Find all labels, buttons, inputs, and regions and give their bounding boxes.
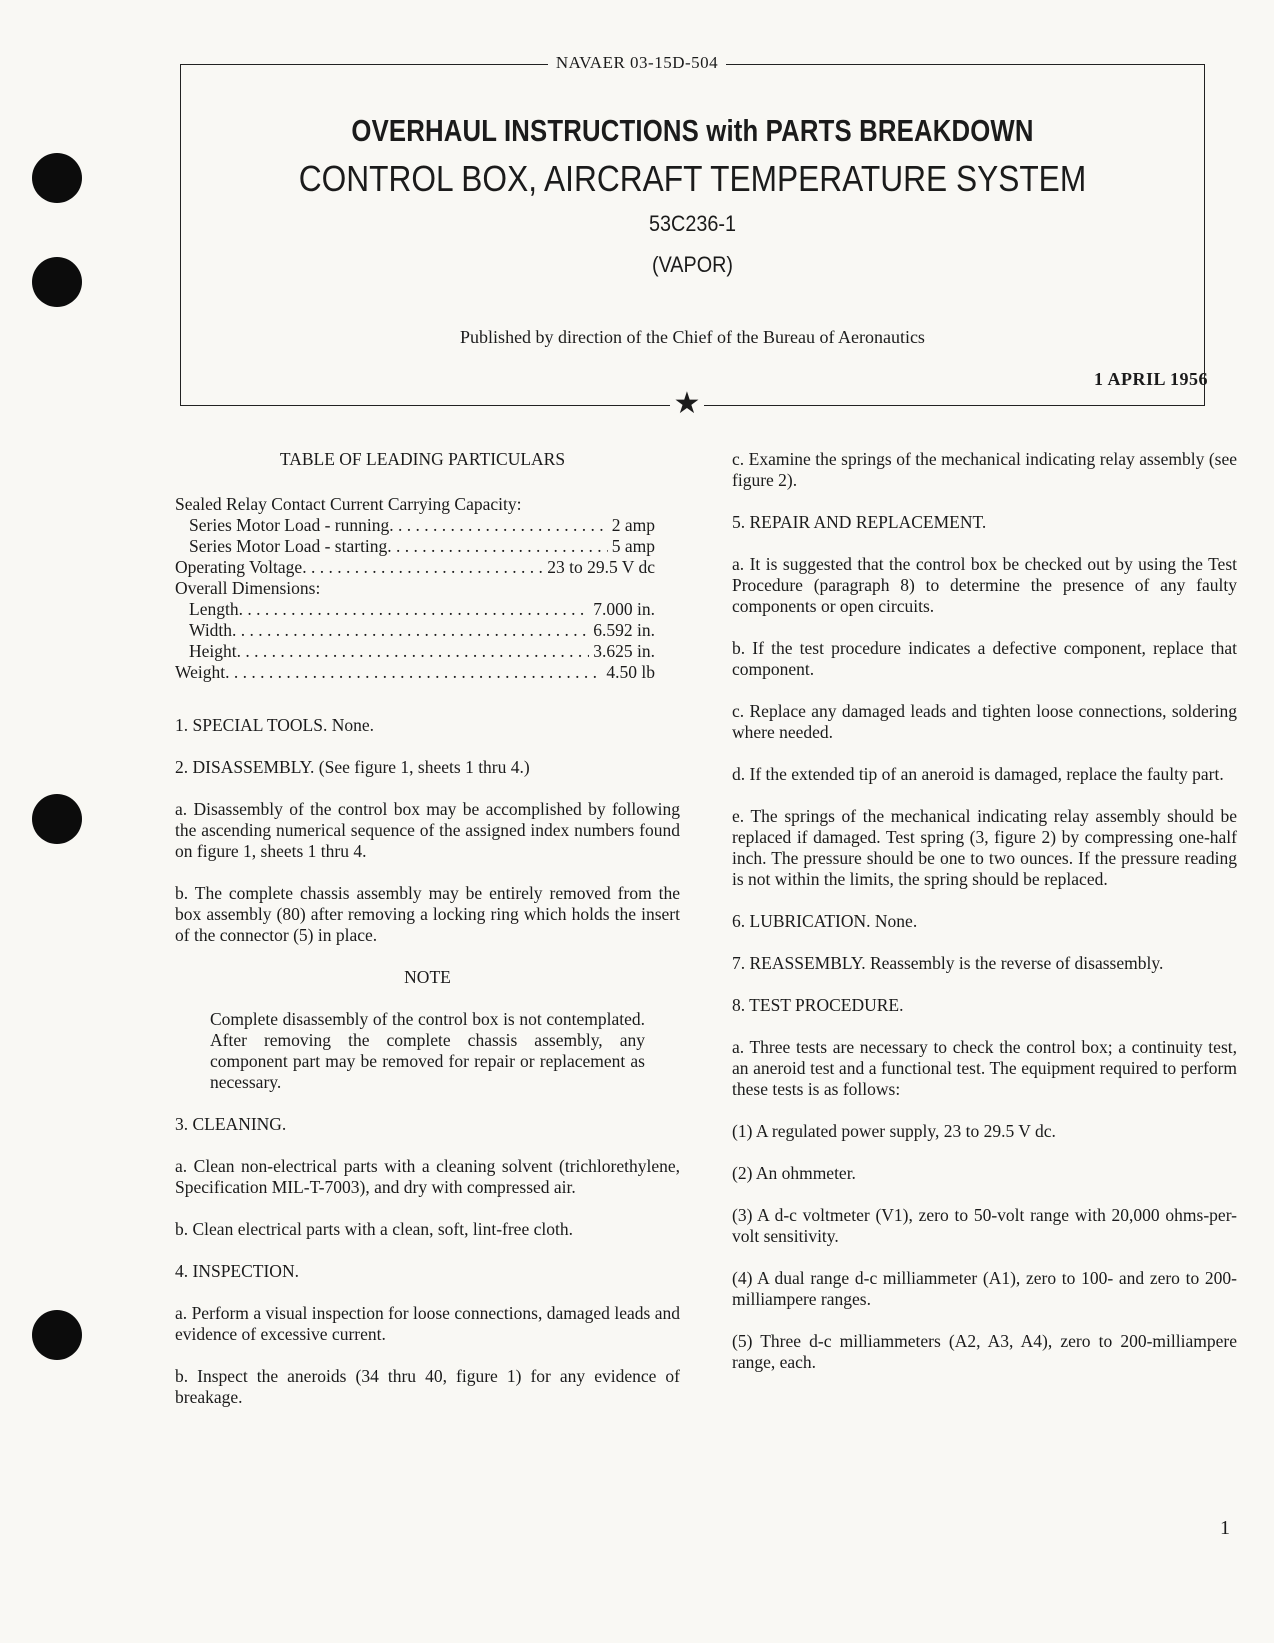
page-number: 1 <box>1220 1517 1230 1539</box>
publication-date: 1 APRIL 1956 <box>1093 369 1208 389</box>
equipment-title: CONTROL BOX, AIRCRAFT TEMPERATURE SYSTEM <box>298 158 1087 199</box>
left-column <box>175 449 680 1408</box>
publication-authority: Published by direction of the Chief of the Bureau of Aeronautics <box>460 327 925 347</box>
leading-particulars-title: TABLE OF LEADING PARTICULARS <box>279 449 566 469</box>
section-cleaning: 3. CLEANING. <box>175 1114 287 1134</box>
list-item: (4) A dual range d-c milliammeter (A1), zero to 100- and zero to 200-milliampere ranges. <box>732 1268 1237 1309</box>
table-row: Sealed Relay Contact Current Carrying Capacity: <box>175 494 522 514</box>
section-special-tools: 1. SPECIAL TOOLS. None. <box>175 715 374 735</box>
star-icon: ★ <box>670 387 704 421</box>
paragraph: b. If the test procedure indicates a defective component, replace that component. <box>732 638 1237 679</box>
section-repair: 5. REPAIR AND REPLACEMENT. <box>732 512 987 532</box>
paragraph: c. Examine the springs of the mechanical indicating relay assembly (see figure 2). <box>732 449 1237 490</box>
table-row: Series Motor Load - starting . . . 5 amp <box>175 536 655 557</box>
manufacturer: (VAPOR) <box>651 252 734 277</box>
binder-hole <box>32 257 82 307</box>
note-text: Complete disassembly of the control box is not contemplated. After removing the complete chassis assembly, any component part may be removed for repair or replacement as necessary. <box>210 1009 645 1092</box>
table-row: Operating Voltage . . . 23 to 29.5 V dc <box>175 557 655 578</box>
list-item: (2) An ohmmeter. <box>732 1163 856 1183</box>
paragraph: b. Clean electrical parts with a clean, soft, lint-free cloth. <box>175 1219 573 1239</box>
list-item: (1) A regulated power supply, 23 to 29.5 V dc. <box>732 1121 1056 1141</box>
document-title: OVERHAUL INSTRUCTIONS with PARTS BREAKDOWN <box>351 113 1034 148</box>
right-column <box>732 449 1237 1373</box>
section-test-procedure: 8. TEST PROCEDURE. <box>732 995 904 1015</box>
paragraph: c. Replace any damaged leads and tighten loose connections, soldering where needed. <box>732 701 1237 742</box>
leading-particulars-table <box>175 494 680 683</box>
paragraph: a. Clean non-electrical parts with a cleaning solvent (trichlorethylene, Specification MIL-T-7003), and dry with compressed air. <box>175 1156 680 1197</box>
note-title: NOTE <box>404 967 451 987</box>
table-row: Length . . . 7.000 in. <box>175 599 655 620</box>
paragraph: e. The springs of the mechanical indicating relay assembly should be replaced if damaged. Test spring (3, figure 2) by compressing one-half inch. The pressure should be one to two ounces. If the pressure reading is not within the limits, the spring should be replaced. <box>732 806 1237 889</box>
paragraph: b. Inspect the aneroids (34 thru 40, figure 1) for any evidence of breakage. <box>175 1366 680 1407</box>
table-row: Weight . . . 4.50 lb <box>175 662 655 683</box>
document-number: NAVAER 03-15D-504 <box>0 53 1274 73</box>
list-item: (5) Three d-c milliammeters (A2, A3, A4), zero to 200-milliampere range, each. <box>732 1331 1237 1372</box>
paragraph: a. It is suggested that the control box be checked out by using the Test Procedure (paragraph 8) to determine the presence of any faulty components or open circuits. <box>732 554 1237 616</box>
paragraph: a. Three tests are necessary to check the control box; a continuity test, an aneroid test and a functional test. The equipment required to perform these tests is as follows: <box>732 1037 1237 1099</box>
section-lubrication: 6. LUBRICATION. None. <box>732 911 918 931</box>
paragraph: a. Disassembly of the control box may be accomplished by following the ascending numerical sequence of the assigned index numbers found on figure 1, sheets 1 thru 4. <box>175 799 680 861</box>
paragraph: d. If the extended tip of an aneroid is damaged, replace the faulty part. <box>732 764 1224 784</box>
part-number: 53C236-1 <box>649 211 736 236</box>
table-row: Series Motor Load - running . . . 2 amp <box>175 515 655 536</box>
binder-hole <box>32 794 82 844</box>
section-inspection: 4. INSPECTION. <box>175 1261 299 1281</box>
table-row: Width . . . 6.592 in. <box>175 620 655 641</box>
paragraph: a. Perform a visual inspection for loose connections, damaged leads and evidence of excessive current. <box>175 1303 680 1344</box>
section-disassembly: 2. DISASSEMBLY. (See figure 1, sheets 1 thru 4.) <box>175 757 530 777</box>
table-row: Overall Dimensions: <box>175 578 321 598</box>
section-reassembly: 7. REASSEMBLY. Reassembly is the reverse of disassembly. <box>732 953 1164 973</box>
paragraph: b. The complete chassis assembly may be entirely removed from the box assembly (80) after removing a locking ring which holds the insert of the connector (5) in place. <box>175 883 680 945</box>
binder-hole <box>32 153 82 203</box>
table-row: Height . . . 3.625 in. <box>175 641 655 662</box>
binder-hole <box>32 1310 82 1360</box>
list-item: (3) A d-c voltmeter (V1), zero to 50-volt range with 20,000 ohms-per-volt sensitivity. <box>732 1205 1237 1246</box>
